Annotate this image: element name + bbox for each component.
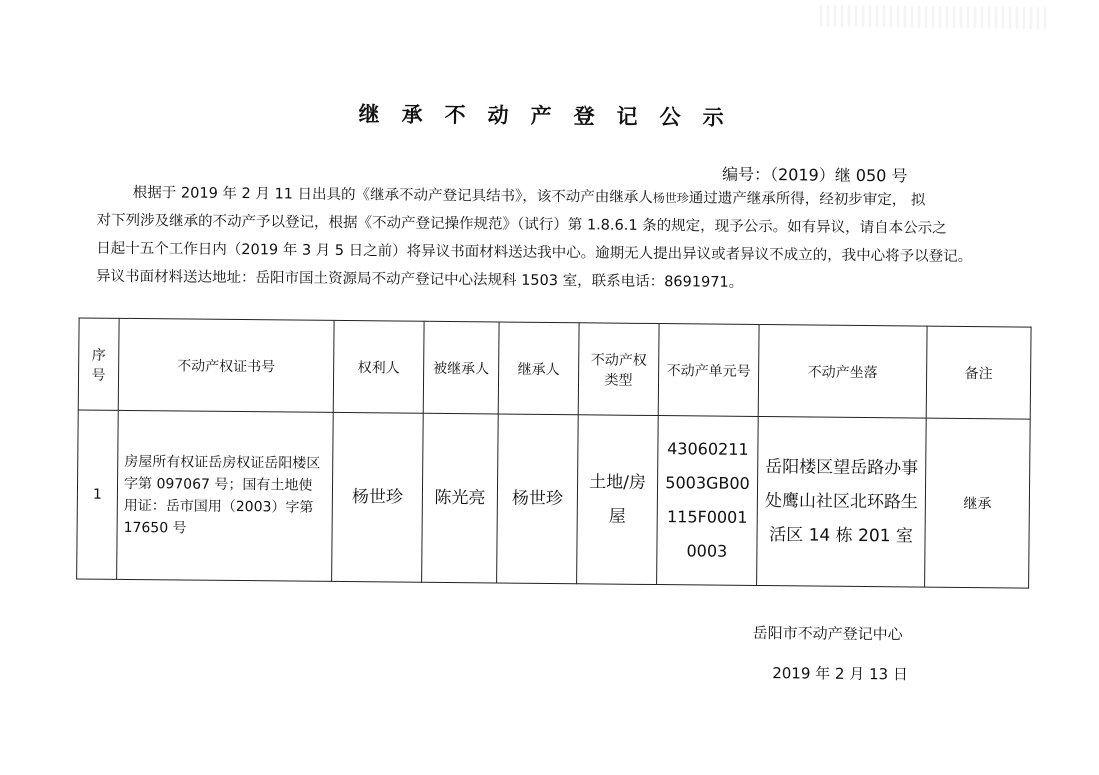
cell-owner: 杨世珍 — [332, 412, 424, 582]
cell-unit-no: 430602115003GB00115F00010003 — [657, 416, 759, 586]
document-title: 继承不动产登记公示 — [358, 102, 746, 130]
paragraph-line-4: 异议书面材料送达地址：岳阳市国土资源局不动产登记中心法规科 1503 室，联系电话：8691971。 — [95, 268, 744, 291]
cell-type: 土地/房屋 — [577, 415, 659, 585]
header-location: 不动产坐落 — [758, 325, 927, 419]
header-decedent: 被继承人 — [423, 321, 499, 414]
paragraph-line-1: 根据于 2019 年 2 月 11 日出具的《继承不动产登记具结书》，该不动产由继承人杨世珍通过遗产继承所得，经初步审定， 拟 — [132, 184, 926, 209]
paragraph-line-2: 对下列涉及继承的不动产予以登记，根据《不动产登记操作规范》（试行）第 1.8.6.1 条的规定，现予公示。如有异议，请自本公示之 — [96, 212, 947, 237]
header-heir: 继承人 — [498, 322, 579, 415]
table-row — [77, 410, 1031, 588]
cell-heir: 杨世珍 — [497, 414, 579, 584]
header-index: 序号 — [78, 318, 119, 410]
paragraph-line-3: 日起十五个工作日内（2019 年 3 月 5 日之前）将异议书面材料送达我中心。逾期无人提出异议或者异议不成立的，我中心将予以登记。 — [96, 240, 973, 266]
notice-paragraph — [96, 179, 1022, 300]
issuing-organization: 岳阳市不动产登记中心 — [752, 623, 903, 644]
header-unit-no: 不动产单元号 — [658, 324, 759, 417]
header-type: 不动产权类型 — [578, 323, 659, 416]
cell-location: 岳阳楼区望岳路办事处鹰山社区北环路生活区 14 栋 201 室 — [757, 417, 927, 588]
table-header-row — [78, 318, 1031, 419]
header-certificate: 不动产权证书号 — [118, 318, 334, 412]
header-owner: 权利人 — [333, 320, 424, 413]
issue-date: 2019 年 2 月 13 日 — [772, 664, 908, 684]
heir-name-inline: 杨世珍 — [652, 190, 689, 206]
cell-remark: 继承 — [925, 418, 1031, 588]
cell-index: 1 — [77, 410, 119, 579]
registration-table — [76, 317, 1031, 588]
document-serial-number: 编号：（2019）继 050 号 — [721, 164, 908, 186]
cell-certificate: 房屋所有权证岳房权证岳阳楼区字第 097067 号；国有土地使用证：岳市国用（2003）字第 17650 号 — [117, 410, 334, 581]
header-remark: 备注 — [926, 326, 1031, 419]
cell-decedent: 陈光亮 — [422, 413, 499, 583]
